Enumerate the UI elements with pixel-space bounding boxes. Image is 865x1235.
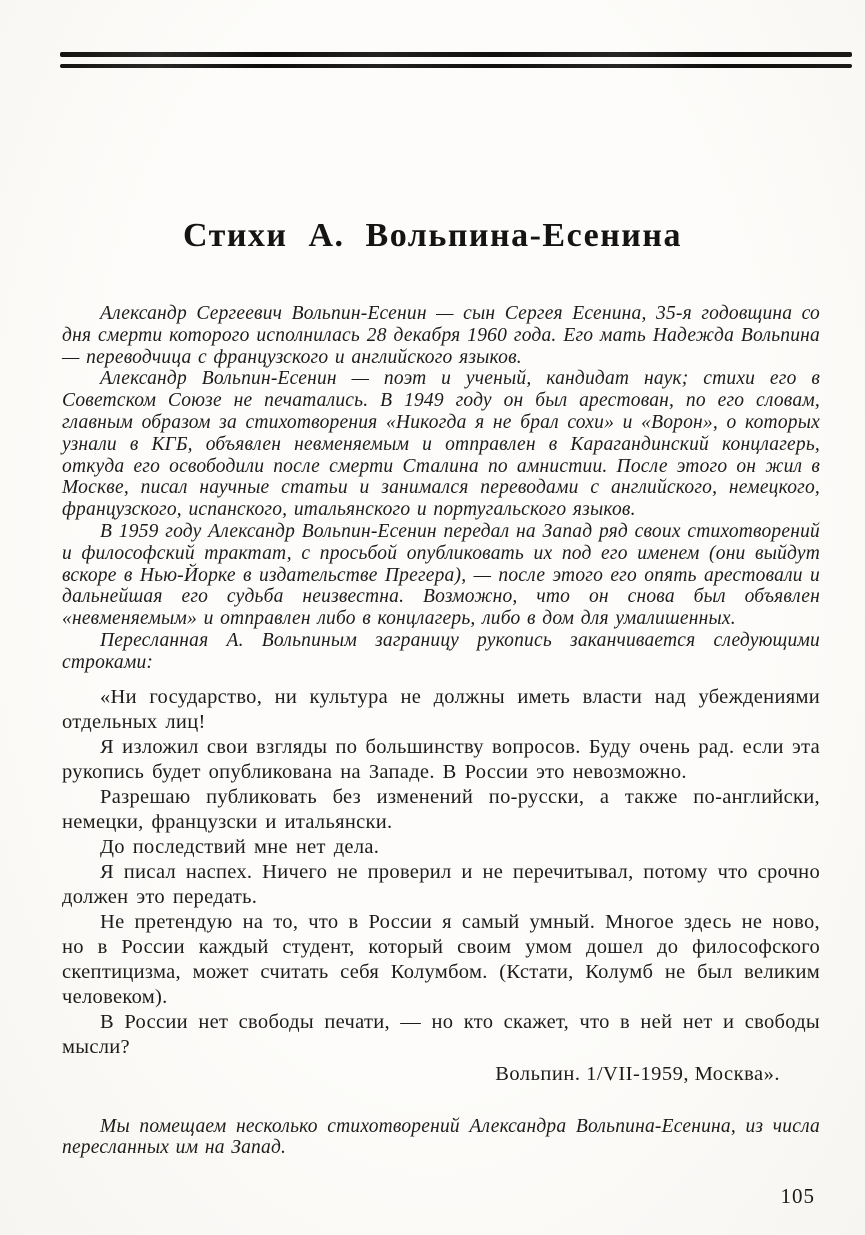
top-double-rule-lower bbox=[60, 64, 852, 68]
letter-paragraph: В России нет свободы печати, — но кто скажет, что в ней нет и свободы мысли? bbox=[62, 1010, 820, 1058]
letter-paragraph: Не претендую на то, что в России я самый умный. Многое здесь не ново, но в России каждый студент, который своим умом дошел до философского скептицизма, может считать себя Колумбом. (Кстати, Колумб не был великим человеком). bbox=[62, 910, 820, 1008]
letter-paragraph: До последствий мне нет дела. bbox=[100, 835, 380, 858]
page-number: 105 bbox=[780, 1184, 815, 1208]
closing-editorial-note: Мы помещаем несколько стихотворений Александра Вольпина-Есенина, из числа пересланных им на Запад. bbox=[62, 1115, 820, 1159]
editorial-note bbox=[62, 303, 820, 674]
editorial-paragraph: Александр Сергеевич Вольпин-Есенин — сын Сергея Есенина, 35-я годовщина со дня смерти которого исполнилась 28 декабря 1960 года. Его мать Надежда Вольпина — переводчица с французского и английского языков. bbox=[62, 303, 820, 368]
letter-signature: Вольпин. 1/VII-1959, Москва». bbox=[495, 1062, 780, 1085]
top-double-rule-upper bbox=[60, 52, 852, 57]
page-title: Стихи А. Вольпина-Есенина bbox=[183, 217, 682, 254]
letter-paragraph: «Ни государство, ни культура не должны иметь власти над убеждениями отдельных лиц! bbox=[62, 685, 820, 733]
editorial-paragraph: В 1959 году Александр Вольпин-Есенин передал на Запад ряд своих стихотворений и философский трактат, с просьбой опубликовать их под его именем (они выйдут вскоре в Нью-Йорке в издательстве Прегера), — после этого его опять арестовали и дальнейшая его судьба неизвестна. Возможно, что он снова был объявлен «невменяемым» и отправлен либо в концлагерь, либо в дом для умалишенных. bbox=[62, 520, 820, 630]
letter-paragraph: Разрешаю публиковать без изменений по-русски, а также по-английски, немецки, французски и итальянски. bbox=[62, 785, 820, 833]
quoted-letter bbox=[62, 685, 820, 1060]
letter-paragraph: Я изложил свои взгляды по большинству вопросов. Буду очень рад. если эта рукопись будет опубликована на Западе. В России это невозможно. bbox=[62, 735, 820, 783]
article-body bbox=[62, 303, 820, 1159]
letter-paragraph: Я писал наспех. Ничего не проверил и не перечитывал, потому что срочно должен это передать. bbox=[62, 860, 820, 908]
editorial-paragraph: Александр Вольпин-Есенин — поэт и ученый, кандидат наук; стихи его в Советском Союзе не печатались. В 1949 году он был арестован, по его словам, главным образом за стихотворения «Никогда я не брал сохи» и «Ворон», о которых узнали в КГБ, объявлен невменяемым и отправлен в Карагандинский концлагерь, откуда его освободили после смерти Сталина по амнистии. После этого он жил в Москве, писал научные статьи и занимался переводами с английского, немецкого, французского, испанского, итальянского и португальского языков. bbox=[62, 368, 820, 521]
editorial-paragraph: Пересланная А. Вольпиным заграницу рукопись заканчивается следующими строками: bbox=[62, 629, 820, 673]
